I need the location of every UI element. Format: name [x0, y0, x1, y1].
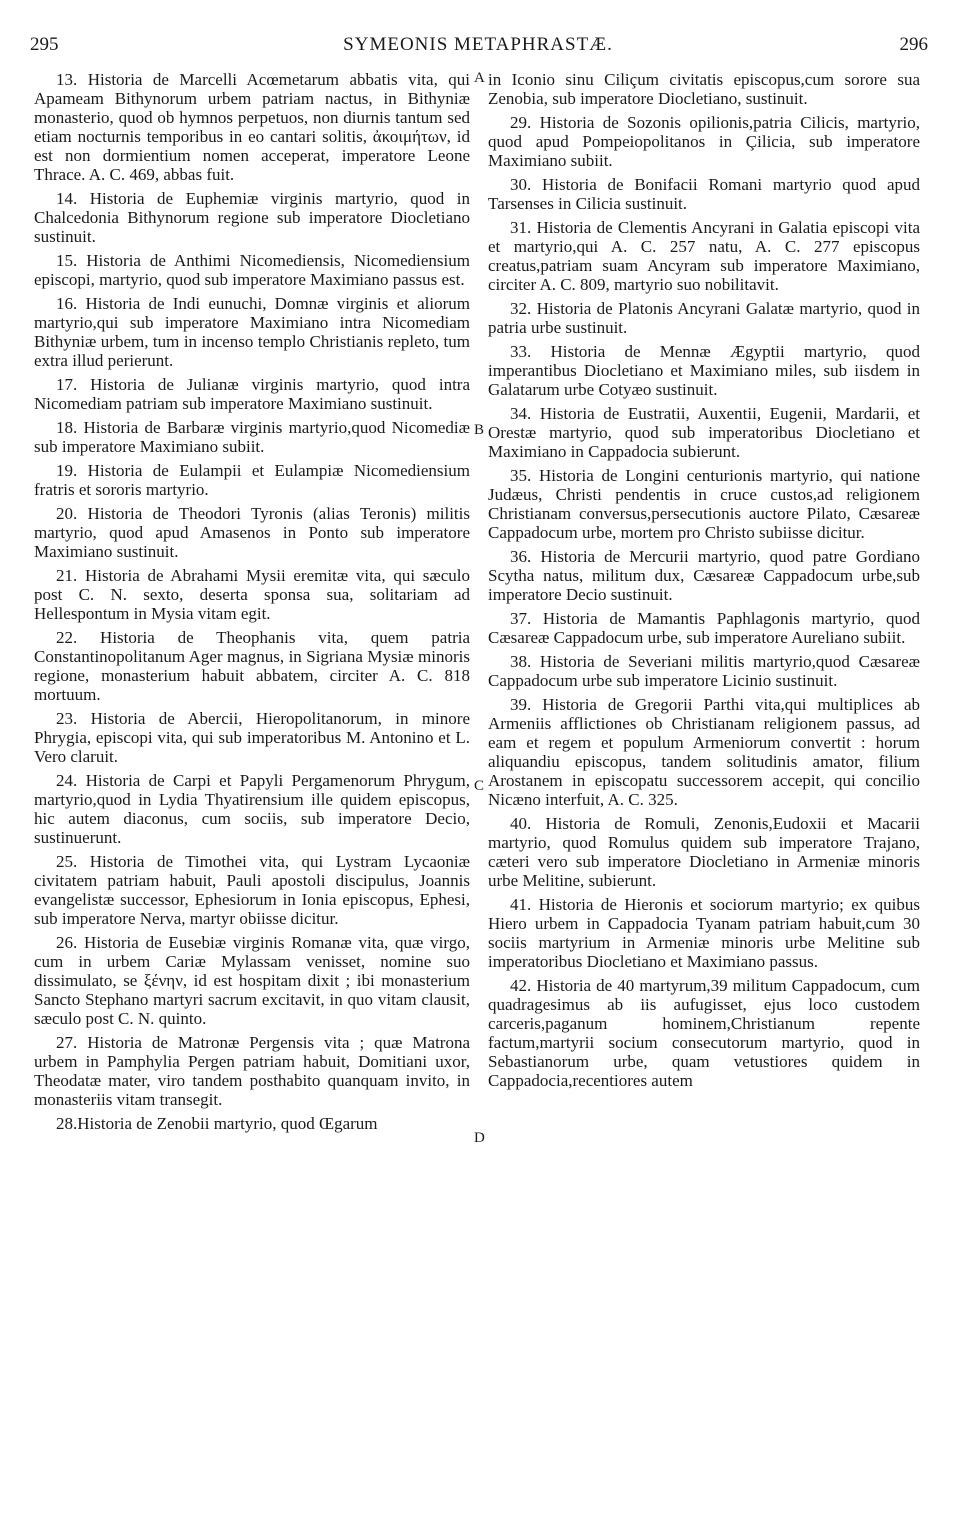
entry-40: 40. Historia de Romuli, Zenonis,Eudoxii et Macarii martyrio, quod Romulus quidem sub imperatore Trajano, cæteri vero sub imperatore Diocletiano in Armeniæ minoris urbe Melitine, subierunt. [488, 814, 920, 890]
entry-34: 34. Historia de Eustratii, Auxentii, Eugenii, Mardarii, et Orestæ martyrio, quod sub imperatoribus Diocletiano et Maximiano in Cappadocia subierunt. [488, 404, 920, 461]
page-number-right: 296 [899, 34, 928, 55]
running-title: SYMEONIS METAPHRASTÆ. [343, 34, 613, 55]
entry-14: 14. Historia de Euphemiæ virginis martyrio, quod in Chalcedonia Bithynorum regione sub imperatore Diocletiano sustinuit. [34, 189, 470, 246]
entry-13: 13. Historia de Marcelli Acœmetarum abbatis vita, qui Apameam Bithynorum urbem patriam nactus, in Bithyniæ monasterio, quod ob hymnos perpetuos, non diurnis tantum sed etiam nocturnis temporibus in eo cantari solitis, ἀκοιμήτων, id est non dormientium nomen acceperat, imperatore Leone Thrace. A. C. 469, abbas fuit. [34, 70, 470, 184]
entry-32: 32. Historia de Platonis Ancyrani Galatæ martyrio, quod in patria urbe sustinuit. [488, 299, 920, 337]
entry-42: 42. Historia de 40 martyrum,39 militum Cappadocum, cum quadragesimus ab iis aufugisset, ejus loco custodem carceris,paganum hominem,Christianum repente factum,martyrii socium consecutorum martyrio, quod in Sebastianorum urbe, quam vetustiores quidem in Cappadocia,recentiores autem [488, 976, 920, 1090]
entry-17: 17. Historia de Julianæ virginis martyrio, quod intra Nicomediam patriam sub imperatore Maximiano sustinuit. [34, 375, 470, 413]
entry-15: 15. Historia de Anthimi Nicomediensis, Nicomediensium episcopi, martyrio, quod sub imperatore Maximiano passus est. [34, 251, 470, 289]
entry-37: 37. Historia de Mamantis Paphlagonis martyrio, quod Cæsareæ Cappadocum urbe, sub imperatore Aureliano subiit. [488, 609, 920, 647]
running-header [0, 12, 956, 55]
page-number-left: 295 [30, 34, 59, 55]
entry-16: 16. Historia de Indi eunuchi, Domnæ virginis et aliorum martyrio,qui sub imperatore Maximiano intra Nicomediam Bithyniæ urbem, tum in incenso templo Christianis repleto, tum extra illud perierunt. [34, 294, 470, 370]
entry-41: 41. Historia de Hieronis et sociorum martyrio; ex quibus Hiero urbem in Cappadocia Tyanam patriam habuit,cum 30 sociis martyrium in Armeniæ minoris urbe Melitine sub imperatoribus Diocletiano et Maximiano passus. [488, 895, 920, 971]
entry-33: 33. Historia de Mennæ Ægyptii martyrio, quod imperantibus Diocletiano et Maximiano miles, sub iisdem in Galatarum urbe Cotyæo sustinuit. [488, 342, 920, 399]
entry-28-continued: in Iconio sinu Ciliçum civitatis episcopus,cum sorore sua Zenobia, sub imperatore Diocletiano, sustinuit. [488, 70, 920, 108]
entry-30: 30. Historia de Bonifacii Romani martyrio quod apud Tarsenses in Cilicia sustinuit. [488, 175, 920, 213]
entry-27: 27. Historia de Matronæ Pergensis vita ; quæ Matrona urbem in Pamphylia Pergen patriam habuit, Domitiani uxor, Theodatæ mater, viro tandem posthabito quanquam invito, in monasteriis vitam transegit. [34, 1033, 470, 1109]
entry-18: 18. Historia de Barbaræ virginis martyrio,quod Nicomediæ sub imperatore Maximiano subiit. [34, 418, 470, 456]
entry-39: 39. Historia de Gregorii Parthi vita,qui multiplices ab Armeniis afflictiones ob Christianam religionem passus, ad eam et regem et populum Armeniorum convertit : horum aliquandiu episcopus, tandem solitudinis amator, filium Arostanem in episcopatu successorem accepit, qui concilio Nicæno interfuit, A. C. 325. [488, 695, 920, 809]
entry-20: 20. Historia de Theodori Tyronis (alias Teronis) militis martyrio, quod apud Amasenos in Ponto sub imperatore Maximiano sustinuit. [34, 504, 470, 561]
margin-letter-d: D [474, 1130, 485, 1146]
left-column [34, 70, 470, 1138]
entry-23: 23. Historia de Abercii, Hieropolitanorum, in minore Phrygia, episcopi vita, qui sub imperatoribus M. Antonino et L. Vero claruit. [34, 709, 470, 766]
margin-letter-a: A [474, 70, 485, 86]
entry-22: 22. Historia de Theophanis vita, quem patria Constantinopolitanum Ager magnus, in Sigriana Mysiæ minoris regione, monasterium habuit abbatem, circiter A. C. 818 mortuum. [34, 628, 470, 704]
entry-19: 19. Historia de Eulampii et Eulampiæ Nicomediensium fratris et sororis martyrio. [34, 461, 470, 499]
entry-29: 29. Historia de Sozonis opilionis,patria Cilicis, martyrio, quod apud Pompeiopolitanos in Çilicia, sub imperatore Maximiano subiit. [488, 113, 920, 170]
margin-letter-b: B [474, 422, 485, 438]
entry-25: 25. Historia de Timothei vita, qui Lystram Lycaoniæ civitatem patriam habuit, Pauli apostoli discipulus, Joannis evangelistæ successor, Ephesiorum in Ionia episcopus, Ephesi, sub imperatore Nerva, martyr obiisse dicitur. [34, 852, 470, 928]
entry-26: 26. Historia de Eusebiæ virginis Romanæ vita, quæ virgo, cum in urbem Cariæ Mylassam venisset, nomine suo dissimulato, se ξένην, id est hospitam dixit ; ibi monasterium Sancto Stephano martyri sacrum excitavit, in quo vitam clausit, sæculo post C. N. quinto. [34, 933, 470, 1028]
entry-24: 24. Historia de Carpi et Papyli Pergamenorum Phrygum, martyrio,quod in Lydia Thyatirensium ille quidem episcopus, hic autem diaconus, cum sociis, sub imperatore Decio, sustinuerunt. [34, 771, 470, 847]
entry-38: 38. Historia de Severiani militis martyrio,quod Cæsareæ Cappadocum urbe sub imperatore Licinio sustinuit. [488, 652, 920, 690]
entry-35: 35. Historia de Longini centurionis martyrio, qui natione Judæus, Christi pendentis in cruce custos,ad religionem Christianam conversus,persecutionis auctore Pilato, Cæsareæ Cappadocum urbe, mortem pro Christo subiisse dicitur. [488, 466, 920, 542]
right-column [488, 70, 920, 1095]
entry-31: 31. Historia de Clementis Ancyrani in Galatia episcopi vita et martyrio,qui A. C. 257 natu, A. C. 277 episcopus creatus,patriam suam Ancyram sub imperatore Maximiano, circiter A. C. 809, martyrio suo nobilitavit. [488, 218, 920, 294]
entry-36: 36. Historia de Mercurii martyrio, quod patre Gordiano Scytha natus, militum dux, Cæsareæ Cappadocum urbe,sub imperatore Decio sustinuit. [488, 547, 920, 604]
margin-letter-c: C [474, 778, 485, 794]
entry-21: 21. Historia de Abrahami Mysii eremitæ vita, qui sæculo post C. N. sexto, deserta sponsa sua, solitariam ad Hellespontum in Mysia vitam egit. [34, 566, 470, 623]
entry-28: 28.Historia de Zenobii martyrio, quod Œgarum [56, 1114, 378, 1133]
